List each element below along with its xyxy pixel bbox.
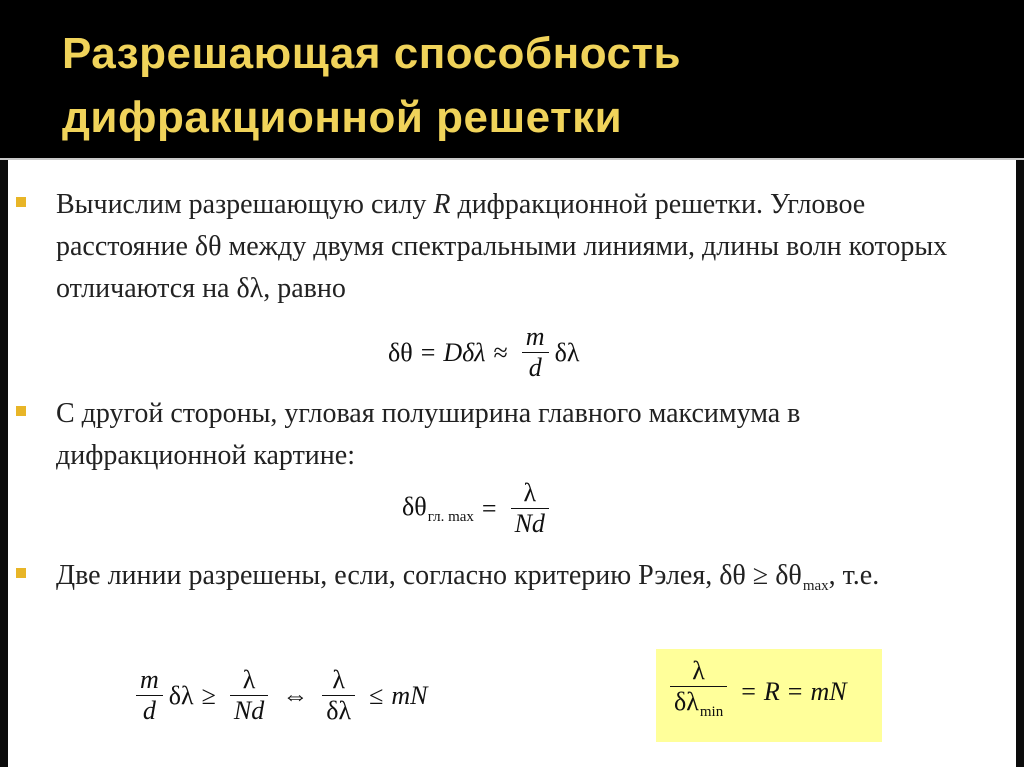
formula-term: Dδλ (443, 337, 486, 367)
iff-arrow: ⇔ (282, 680, 309, 710)
bullet-marker (16, 406, 26, 416)
subscript: гл. max (427, 508, 474, 525)
bullet-resolving-power (56, 184, 976, 310)
fraction-denominator: d (142, 696, 156, 725)
subscript: max (802, 578, 829, 594)
fraction-numerator: λ (523, 478, 537, 507)
equals-sign: = (741, 676, 756, 706)
fraction (670, 656, 727, 727)
fraction-numerator: λ (242, 665, 256, 694)
formula-term: mN (810, 676, 847, 706)
approx-sign: ≈ (493, 337, 508, 367)
symbol-R: R (433, 189, 451, 220)
bullet-marker (16, 197, 26, 207)
bullet-text-part: Вычислим разрешающую силу (56, 189, 434, 220)
fraction-denominator: Nd (514, 509, 545, 538)
delta-lambda: δλ (674, 687, 699, 716)
formula-half-width (402, 478, 555, 539)
equals-sign: = (481, 493, 497, 523)
ge-sign: ≥ (201, 680, 216, 710)
fraction-denominator: δλ (326, 696, 352, 725)
fraction (522, 322, 549, 383)
left-border (0, 160, 8, 767)
bullet-text: С другой стороны, угловая полуширина главного максимума в дифракционной картине: (56, 398, 801, 471)
fraction-numerator: λ (692, 656, 705, 685)
fraction (322, 665, 355, 726)
bullet-text-part: Две линии разрешены, если, согласно критерию Рэлея, δθ ≥ δθ (56, 560, 802, 591)
title-line-2: дифракционной решетки (62, 93, 623, 142)
fraction-numerator: m (140, 665, 159, 694)
subscript: min (699, 704, 724, 720)
title-line-1: Разрешающая способность (62, 29, 682, 78)
bullet-text-part: дифракционной решетки. Угловое расстояние δθ между двумя спектральными линиями, длины волн которых отличаются на δλ, равно (56, 189, 948, 304)
fraction (230, 665, 268, 726)
fraction-denominator (670, 687, 727, 727)
formula-angular-distance (388, 322, 579, 383)
formula-term: mN (391, 680, 428, 710)
formula-resolving-power (664, 656, 847, 727)
fraction (136, 665, 163, 726)
formula-term: δλ (554, 337, 580, 367)
right-border (1016, 160, 1024, 767)
fraction-denominator: d (528, 353, 542, 382)
slide-header (0, 0, 1024, 158)
fraction-denominator: Nd (233, 696, 265, 725)
slide-title (62, 22, 1002, 150)
formula-term: R (763, 676, 780, 706)
fraction-numerator: λ (332, 665, 345, 694)
bullet-marker (16, 568, 26, 578)
bullet-text (56, 184, 976, 310)
formula-term: δλ (168, 680, 194, 710)
bullet-text-part: , т.е. (828, 560, 880, 591)
delta-theta: δθ (402, 491, 427, 521)
bullet-text (56, 555, 976, 607)
header-divider (0, 158, 1024, 160)
bullet-half-width (56, 393, 976, 477)
equals-sign: = (420, 337, 436, 367)
le-sign: ≤ (369, 680, 384, 710)
fraction (511, 478, 549, 539)
formula-term: δθ (388, 337, 413, 367)
formula-rayleigh-inequality (130, 665, 428, 726)
equals-sign: = (787, 676, 803, 706)
bullet-rayleigh-criterion (56, 555, 976, 607)
formula-term (402, 492, 474, 526)
fraction-numerator: m (525, 322, 545, 351)
